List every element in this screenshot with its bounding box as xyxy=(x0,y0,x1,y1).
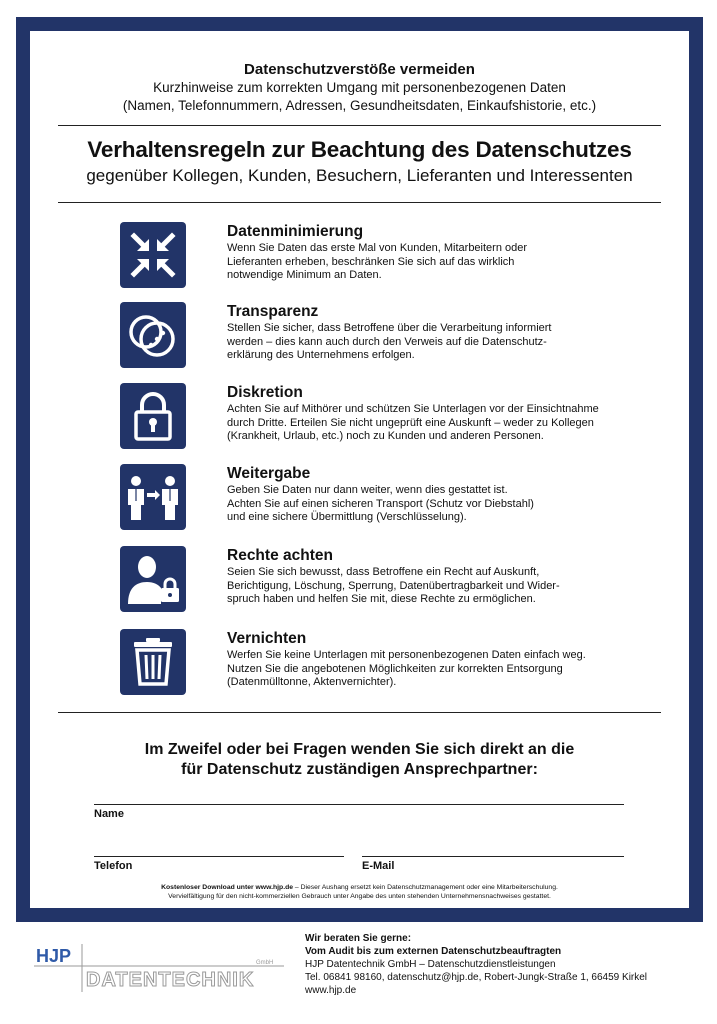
rule-text: Geben Sie Daten nur dann weiter, wenn dies gestattet ist. Achten Sie auf einen sicheren Transport (Schutz vor Diebstahl) und eine sichere Übermittlung (Verschlüsselung). xyxy=(227,484,534,523)
poster-frame xyxy=(16,17,703,922)
footer-contact xyxy=(305,932,647,997)
company-logo xyxy=(34,942,284,1002)
header-title: Datenschutzverstöße vermeiden xyxy=(244,61,475,78)
page-title: Verhaltensregeln zur Beachtung des Datenschutzes xyxy=(87,137,632,162)
logo-datentechnik-text: DATENTECHNIK xyxy=(86,969,255,991)
padlock-icon xyxy=(120,383,186,449)
rule-transparenz xyxy=(120,302,660,372)
rule-title: Datenminimierung xyxy=(227,223,364,240)
trash-can-icon xyxy=(120,629,186,695)
name-label: Name xyxy=(94,808,124,820)
page-subtitle: gegenüber Kollegen, Kunden, Besuchern, Lieferanten und Interessenten xyxy=(86,166,633,185)
rule-title: Rechte achten xyxy=(227,547,333,564)
header-subtitle: Kurzhinweise zum korrekten Umgang mit personenbezogenen Daten xyxy=(153,80,566,95)
footer-line: HJP Datentechnik GmbH – Datenschutzdienstleistungen xyxy=(305,959,556,970)
user-lock-icon xyxy=(120,546,186,612)
download-note: Kostenloser Download unter www.hjp.de – Dieser Aushang ersetzt kein Datenschutzmanagement oder eine Mitarbeiterschulung. xyxy=(161,884,558,891)
compress-arrows-icon xyxy=(120,222,186,288)
footer-line: Tel. 06841 98160, datenschutz@hjp.de, Robert-Jungk-Straße 1, 66459 Kirkel xyxy=(305,972,648,983)
copyright-note: Vervielfältigung für den nicht-kommerziellen Gebrauch unter Angabe des unten stehenden Unternehmensnachweises gestattet. xyxy=(168,893,551,900)
rule-text: Seien Sie sich bewusst, dass Betroffene ein Recht auf Auskunft, Berichtigung, Löschung, Sperrung, Datenübertragbarkeit und Wider- spruch haben und helfen Sie mit, diese Rechte zu ermöglichen. xyxy=(227,566,560,605)
contact-question: Im Zweifel oder bei Fragen wenden Sie sich direkt an die für Datenschutz zuständigen Ansprechpartner: xyxy=(144,741,575,778)
rule-diskretion xyxy=(120,383,660,453)
person-transfer-icon xyxy=(120,464,186,530)
rule-title: Transparenz xyxy=(227,303,319,320)
poster-body xyxy=(30,31,689,908)
email-label: E-Mail xyxy=(362,860,395,872)
rule-text: Achten Sie auf Mithörer und schützen Sie Unterlagen vor der Einsichtnahme durch Dritte. Erteilen Sie nicht ungeprüft eine Auskunft – weder zu Kollegen (Krankheit, Urlaub, etc.) noch zu Kunden und anderen Personen. xyxy=(227,403,599,442)
divider xyxy=(58,125,661,126)
footer-line: Wir beraten Sie gerne: xyxy=(305,933,412,944)
divider xyxy=(58,712,661,713)
header-subtitle-examples: (Namen, Telefonnummern, Adressen, Gesundheitsdaten, Einkaufshistorie, etc.) xyxy=(122,98,597,113)
phone-label: Telefon xyxy=(94,860,133,872)
rule-text: Wenn Sie Daten das erste Mal von Kunden, Mitarbeitern oder Lieferanten erheben, beschränken Sie sich auf das wirklich notwendige Minimum an Daten. xyxy=(227,242,528,281)
rule-rechte-achten xyxy=(120,546,660,616)
rule-datenminimierung xyxy=(120,222,660,292)
phone-line xyxy=(94,856,344,857)
email-line xyxy=(362,856,624,857)
rule-vernichten xyxy=(120,629,660,699)
rule-title: Weitergabe xyxy=(227,465,311,482)
rule-title: Vernichten xyxy=(227,630,307,647)
footer-line: Vom Audit bis zum externen Datenschutzbeauftragten xyxy=(305,946,562,957)
logo-hjp-text: HJP xyxy=(36,946,72,966)
rule-title: Diskretion xyxy=(227,384,303,401)
rule-text: Werfen Sie keine Unterlagen mit personenbezogenen Daten einfach weg. Nutzen Sie die angebotenen Möglichkeiten zur korrekten Entsorgung (Datenmülltonne, Aktenvernichter). xyxy=(227,649,586,688)
divider xyxy=(58,202,661,203)
rule-text: Stellen Sie sicher, dass Betroffene über die Verarbeitung informiert werden – dies kann auch durch den Verweis auf die Datenschutz- erklärung des Unternehmens erfolgen. xyxy=(227,322,552,361)
footer-link[interactable]: www.hjp.de xyxy=(305,985,357,996)
logo-gmbh-text: GmbH xyxy=(256,960,274,966)
rule-weitergabe xyxy=(120,464,660,534)
name-line xyxy=(94,804,624,805)
transparency-circles-icon xyxy=(120,302,186,368)
